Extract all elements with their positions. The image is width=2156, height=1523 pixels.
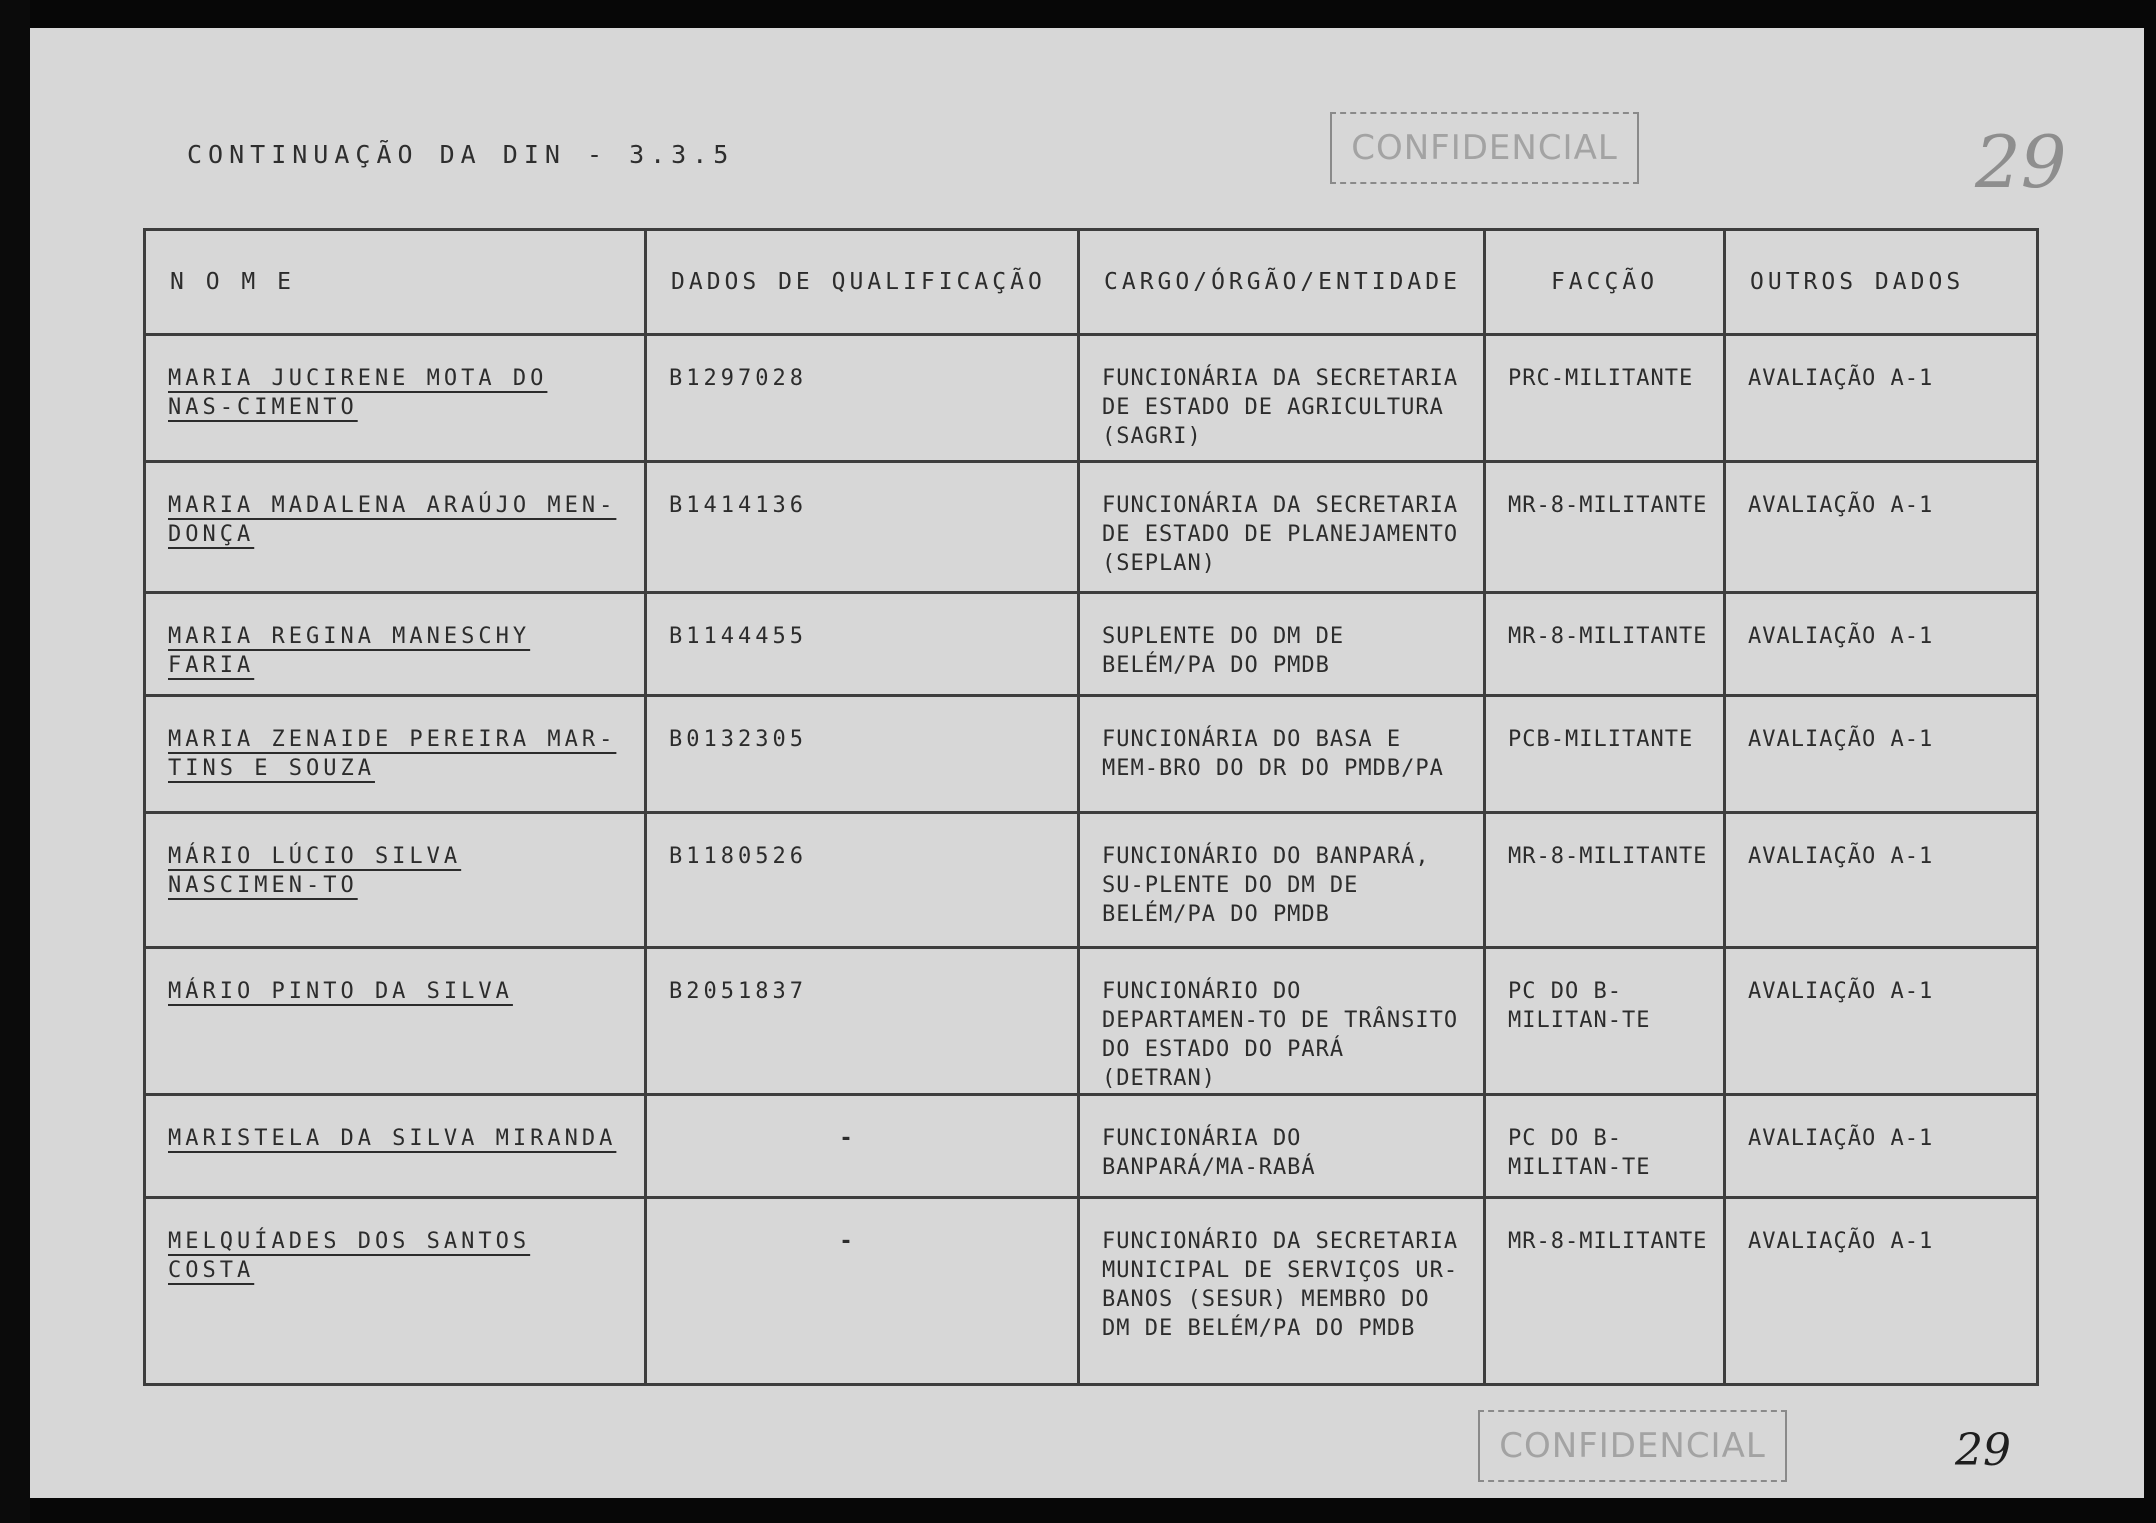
column-header-faccao: FACÇÃO bbox=[1485, 230, 1725, 335]
table-header-row bbox=[145, 230, 2038, 335]
cell-outros: AVALIAÇÃO A-1 bbox=[1725, 593, 2038, 696]
cell-outros: AVALIAÇÃO A-1 bbox=[1725, 1095, 2038, 1198]
table-row bbox=[145, 813, 2038, 948]
cell-faccao: MR-8-MILITANTE bbox=[1485, 813, 1725, 948]
cell-nome: MELQUÍADES DOS SANTOS COSTA bbox=[145, 1198, 646, 1385]
cell-cargo: FUNCIONÁRIA DA SECRETARIA DE ESTADO DE AGRICULTURA (SAGRI) bbox=[1079, 335, 1485, 462]
cell-dados: B1144455 bbox=[646, 593, 1079, 696]
cell-faccao: MR-8-MILITANTE bbox=[1485, 1198, 1725, 1385]
cell-cargo: FUNCIONÁRIO DO DEPARTAMEN-TO DE TRÂNSITO DO ESTADO DO PARÁ (DETRAN) bbox=[1079, 948, 1485, 1095]
cell-nome: MÁRIO PINTO DA SILVA bbox=[145, 948, 646, 1095]
column-header-outros: OUTROS DADOS bbox=[1725, 230, 2038, 335]
cell-outros: AVALIAÇÃO A-1 bbox=[1725, 462, 2038, 593]
column-header-nome: N O M E bbox=[145, 230, 646, 335]
cell-faccao: PCB-MILITANTE bbox=[1485, 696, 1725, 813]
confidential-stamp-bottom: CONFIDENCIAL bbox=[1478, 1410, 1787, 1482]
cell-nome: MÁRIO LÚCIO SILVA NASCIMEN-TO bbox=[145, 813, 646, 948]
cell-faccao: PC DO B-MILITAN-TE bbox=[1485, 948, 1725, 1095]
cell-nome: MARIA REGINA MANESCHY FARIA bbox=[145, 593, 646, 696]
cell-dados: - bbox=[646, 1198, 1079, 1385]
table-row bbox=[145, 593, 2038, 696]
cell-nome: MARISTELA DA SILVA MIRANDA bbox=[145, 1095, 646, 1198]
cell-cargo: FUNCIONÁRIO DO BANPARÁ, SU-PLENTE DO DM DE BELÉM/PA DO PMDB bbox=[1079, 813, 1485, 948]
page-number-bottom: 29 bbox=[1955, 1425, 2011, 1476]
cell-cargo: FUNCIONÁRIO DA SECRETARIA MUNICIPAL DE SERVIÇOS UR-BANOS (SESUR) MEMBRO DO DM DE BELÉM/PA DO PMDB bbox=[1079, 1198, 1485, 1385]
table-row bbox=[145, 462, 2038, 593]
cell-outros: AVALIAÇÃO A-1 bbox=[1725, 335, 2038, 462]
cell-cargo: FUNCIONÁRIA DA SECRETARIA DE ESTADO DE PLANEJAMENTO (SEPLAN) bbox=[1079, 462, 1485, 593]
cell-faccao: PRC-MILITANTE bbox=[1485, 335, 1725, 462]
cell-cargo: FUNCIONÁRIA DO BANPARÁ/MA-RABÁ bbox=[1079, 1095, 1485, 1198]
confidential-stamp-top: CONFIDENCIAL bbox=[1330, 112, 1639, 184]
cell-dados: B0132305 bbox=[646, 696, 1079, 813]
column-header-cargo: CARGO/ÓRGÃO/ENTIDADE bbox=[1079, 230, 1485, 335]
cell-dados: B2051837 bbox=[646, 948, 1079, 1095]
cell-outros: AVALIAÇÃO A-1 bbox=[1725, 1198, 2038, 1385]
cell-nome: MARIA ZENAIDE PEREIRA MAR-TINS E SOUZA bbox=[145, 696, 646, 813]
cell-cargo: SUPLENTE DO DM DE BELÉM/PA DO PMDB bbox=[1079, 593, 1485, 696]
scan-margin bbox=[0, 0, 30, 1523]
cell-outros: AVALIAÇÃO A-1 bbox=[1725, 948, 2038, 1095]
cell-faccao: MR-8-MILITANTE bbox=[1485, 462, 1725, 593]
table-row bbox=[145, 335, 2038, 462]
cell-outros: AVALIAÇÃO A-1 bbox=[1725, 813, 2038, 948]
page-number-handwritten: 29 bbox=[1975, 120, 2067, 204]
column-header-dados: DADOS DE QUALIFICAÇÃO bbox=[646, 230, 1079, 335]
table-row bbox=[145, 948, 2038, 1095]
cell-cargo: FUNCIONÁRIA DO BASA E MEM-BRO DO DR DO PMDB/PA bbox=[1079, 696, 1485, 813]
table-row bbox=[145, 1095, 2038, 1198]
document-header: CONTINUAÇÃO DA DIN - 3.3.5 bbox=[187, 140, 735, 169]
cell-faccao: MR-8-MILITANTE bbox=[1485, 593, 1725, 696]
personnel-table bbox=[143, 228, 2039, 1386]
cell-dados: B1414136 bbox=[646, 462, 1079, 593]
cell-dados: - bbox=[646, 1095, 1079, 1198]
cell-outros: AVALIAÇÃO A-1 bbox=[1725, 696, 2038, 813]
cell-faccao: PC DO B-MILITAN-TE bbox=[1485, 1095, 1725, 1198]
cell-nome: MARIA MADALENA ARAÚJO MEN-DONÇA bbox=[145, 462, 646, 593]
cell-dados: B1297028 bbox=[646, 335, 1079, 462]
cell-dados: B1180526 bbox=[646, 813, 1079, 948]
table-row bbox=[145, 1198, 2038, 1385]
table-row bbox=[145, 696, 2038, 813]
cell-nome: MARIA JUCIRENE MOTA DO NAS-CIMENTO bbox=[145, 335, 646, 462]
